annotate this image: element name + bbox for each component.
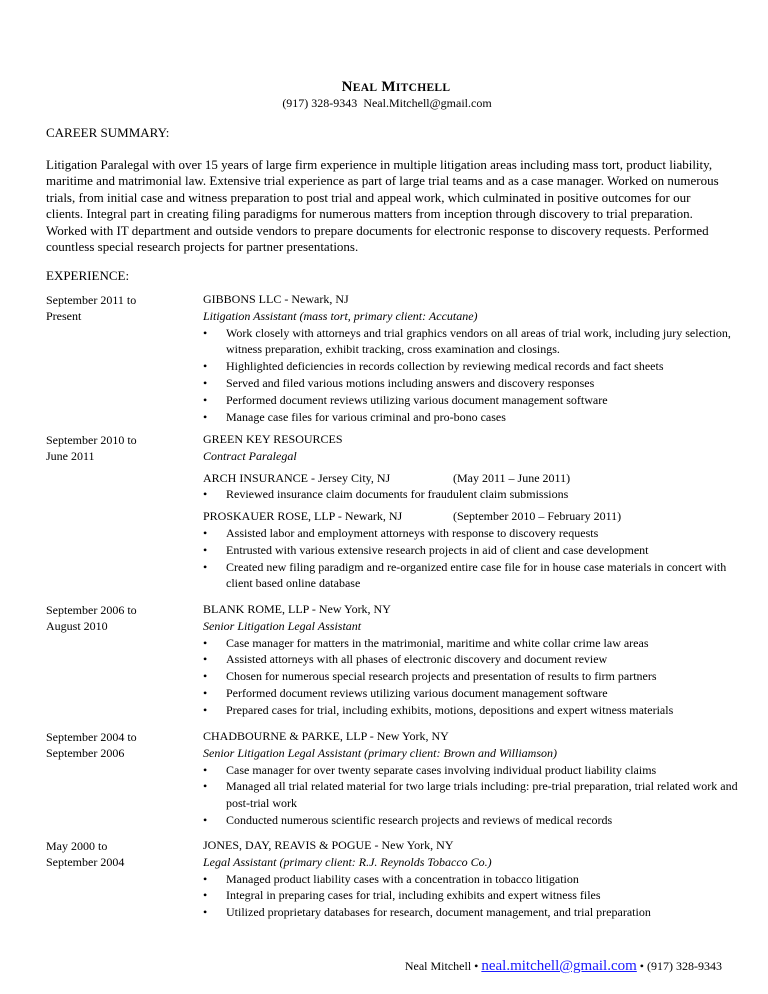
bullet-text: Assisted labor and employment attorneys with response to discovery requests <box>226 525 599 540</box>
bullet-text: Case manager for matters in the matrimonial, maritime and white collar crime law areas <box>226 635 649 650</box>
bullet-text: Case manager for over twenty separate cases involving individual product liability claims <box>226 762 657 777</box>
job-entry <box>203 431 743 592</box>
job-entry <box>203 837 743 921</box>
bullet-icon: • <box>203 409 208 424</box>
bullet-text: Assisted attorneys with all phases of electronic discovery and document review <box>226 652 608 667</box>
job-date-start: September 2004 to <box>46 730 137 744</box>
job-date-end: September 2004 <box>46 855 125 869</box>
bullet-icon: • <box>203 392 208 407</box>
bullet-item <box>203 702 743 719</box>
bullet-text: Integral in preparing cases for trial, including exhibits and expert witness files <box>226 888 601 903</box>
bullet-text: Reviewed insurance claim documents for fraudulent claim submissions <box>226 487 569 502</box>
bullet-text: Performed document reviews utilizing various document management software <box>226 392 608 407</box>
bullet-item <box>203 525 743 542</box>
bullet-item <box>203 651 743 668</box>
career-summary-heading: CAREER SUMMARY: <box>46 125 170 140</box>
job-role: Litigation Assistant (mass tort, primary client: Accutane) <box>203 308 478 323</box>
bullet-icon: • <box>203 905 208 920</box>
footer-separator-icon: • <box>639 959 644 973</box>
bullet-text: Chosen for numerous special research projects and presentation of results to firm partners <box>226 669 657 684</box>
bullet-icon: • <box>203 325 208 340</box>
bullet-icon: • <box>203 652 208 667</box>
bullet-item <box>203 542 743 559</box>
footer-phone: (917) 328-9343 <box>647 959 722 973</box>
job-date-end: Present <box>46 309 82 323</box>
contact-line <box>0 96 768 111</box>
contact-phone: (917) 328-9343 <box>282 96 358 110</box>
job-date-start: September 2010 to <box>46 433 137 447</box>
bullet-icon: • <box>203 487 208 502</box>
name-last-initial: M <box>381 79 396 95</box>
bullet-icon: • <box>203 685 208 700</box>
bullet-text: Performed document reviews utilizing various document management software <box>226 685 608 700</box>
sub-employer-dates: (May 2011 – June 2011) <box>453 470 571 485</box>
job-date-start: September 2011 to <box>46 293 137 307</box>
job-dates <box>46 729 196 761</box>
bullet-item <box>203 668 743 685</box>
job-dates <box>46 602 196 634</box>
sub-employer-row <box>203 470 743 487</box>
name-first-initial: N <box>341 79 353 95</box>
sub-employer-row <box>203 508 743 525</box>
bullet-item <box>203 812 743 829</box>
job-employer: BLANK ROME, LLP - New York, NY <box>203 602 391 616</box>
job-date-end: June 2011 <box>46 449 95 463</box>
bullet-text: Created new filing paradigm and re-organized entire case file for in house case materials in concert with client based online database <box>226 559 727 591</box>
bullet-item <box>203 325 743 359</box>
bullet-text: Conducted numerous scientific research projects and reviews of medical records <box>226 812 613 827</box>
career-summary-text: Litigation Paralegal with over 15 years of large firm experience in multiple litigation areas including mass tort, product liability, maritime and matrimonial law. Extensive trial experience as part of large trial teams and as a case manager. Worked on numerous trials, from initial case and witness preparation to post trial and appeal work, which culminated in positive outcomes for our clients. Integral part in creating filing paradigms for numerous matters from inception through discovery to trial preparation. Worked with IT department and outside vendors to prepare documents for electronic response to discovery requests. Performed countless special research projects for partner presentations. <box>46 157 719 255</box>
job-bullets <box>203 635 743 719</box>
job-entry <box>203 291 743 425</box>
bullet-text: Entrusted with various extensive research projects in aid of client and case development <box>226 542 649 557</box>
bullet-text: Prepared cases for trial, including exhibits, motions, depositions and expert witness materials <box>226 702 674 717</box>
bullet-text: Manage case files for various criminal and pro-bono cases <box>226 409 506 424</box>
sub-employer-dates: (September 2010 – February 2011) <box>453 509 622 524</box>
job-employer: JONES, DAY, REAVIS & POGUE - New York, NY <box>203 838 454 852</box>
bullet-item <box>203 762 743 779</box>
bullet-icon: • <box>203 812 208 827</box>
sub-employer: ARCH INSURANCE - Jersey City, NJ <box>203 470 391 485</box>
bullet-item <box>203 358 743 375</box>
job-bullets <box>203 486 743 503</box>
job-dates <box>46 292 196 324</box>
job-bullets <box>203 762 743 829</box>
bullet-icon: • <box>203 888 208 903</box>
bullet-text: Utilized proprietary databases for research, document management, and trial preparation <box>226 905 651 920</box>
job-employer: GIBBONS LLC - Newark, NJ <box>203 292 349 306</box>
contact-email: Neal.Mitchell@gmail.com <box>363 96 492 110</box>
bullet-icon: • <box>203 762 208 777</box>
experience-heading: EXPERIENCE: <box>46 268 130 283</box>
job-date-end: September 2006 <box>46 746 125 760</box>
footer-name: Neal Mitchell <box>404 959 472 973</box>
bullet-item <box>203 635 743 652</box>
bullet-text: Work closely with attorneys and trial graphics vendors on all areas of trial work, including jury selection, witness preparation, exhibit tracking, cross examination and closings. <box>226 325 731 357</box>
job-role: Contract Paralegal <box>203 448 297 463</box>
candidate-name <box>0 79 768 96</box>
job-employer: CHADBOURNE & PARKE, LLP - New York, NY <box>203 729 449 743</box>
sub-employer: PROSKAUER ROSE, LLP - Newark, NJ <box>203 509 403 524</box>
bullet-item <box>203 559 743 593</box>
bullet-icon: • <box>203 359 208 374</box>
bullet-icon: • <box>203 871 208 886</box>
bullet-icon: • <box>203 635 208 650</box>
job-bullets <box>203 525 743 592</box>
bullet-icon: • <box>203 542 208 557</box>
job-date-start: September 2006 to <box>46 603 137 617</box>
name-last-rest: ITCHELL <box>395 82 451 94</box>
name-first-rest: EAL <box>352 82 378 94</box>
job-role: Senior Litigation Legal Assistant <box>203 618 362 633</box>
bullet-icon: • <box>203 669 208 684</box>
bullet-icon: • <box>203 375 208 390</box>
footer-separator-icon: • <box>474 959 479 973</box>
bullet-item <box>203 392 743 409</box>
job-role: Senior Litigation Legal Assistant (primary client: Brown and Williamson) <box>203 745 558 760</box>
job-dates <box>46 838 196 870</box>
job-date-start: May 2000 to <box>46 839 108 853</box>
bullet-text: Highlighted deficiencies in records collection by reviewing medical records and fact sheets <box>226 359 664 374</box>
bullet-icon: • <box>203 525 208 540</box>
job-role: Legal Assistant (primary client: R.J. Reynolds Tobacco Co.) <box>203 854 492 869</box>
bullet-item <box>203 871 743 888</box>
bullet-icon: • <box>203 559 208 574</box>
job-entry <box>203 728 743 829</box>
job-employer: GREEN KEY RESOURCES <box>203 432 343 446</box>
bullet-icon: • <box>203 779 208 794</box>
bullet-text: Managed all trial related material for two large trials including: pre-trial preparation, trial related work and post-trial work <box>226 779 738 811</box>
job-dates <box>46 432 196 464</box>
bullet-item <box>203 409 743 426</box>
bullet-item <box>203 778 743 812</box>
bullet-item <box>203 486 743 503</box>
page-footer <box>405 958 722 975</box>
bullet-item <box>203 904 743 921</box>
job-bullets <box>203 325 743 426</box>
bullet-text: Managed product liability cases with a concentration in tobacco litigation <box>226 871 579 886</box>
job-bullets <box>203 871 743 921</box>
bullet-item <box>203 375 743 392</box>
bullet-text: Served and filed various motions including answers and discovery responses <box>226 375 595 390</box>
bullet-item <box>203 887 743 904</box>
job-entry <box>203 601 743 719</box>
bullet-item <box>203 685 743 702</box>
job-date-end: August 2010 <box>46 619 108 633</box>
footer-email-link[interactable]: neal.mitchell@gmail.com <box>481 958 637 974</box>
bullet-icon: • <box>203 702 208 717</box>
